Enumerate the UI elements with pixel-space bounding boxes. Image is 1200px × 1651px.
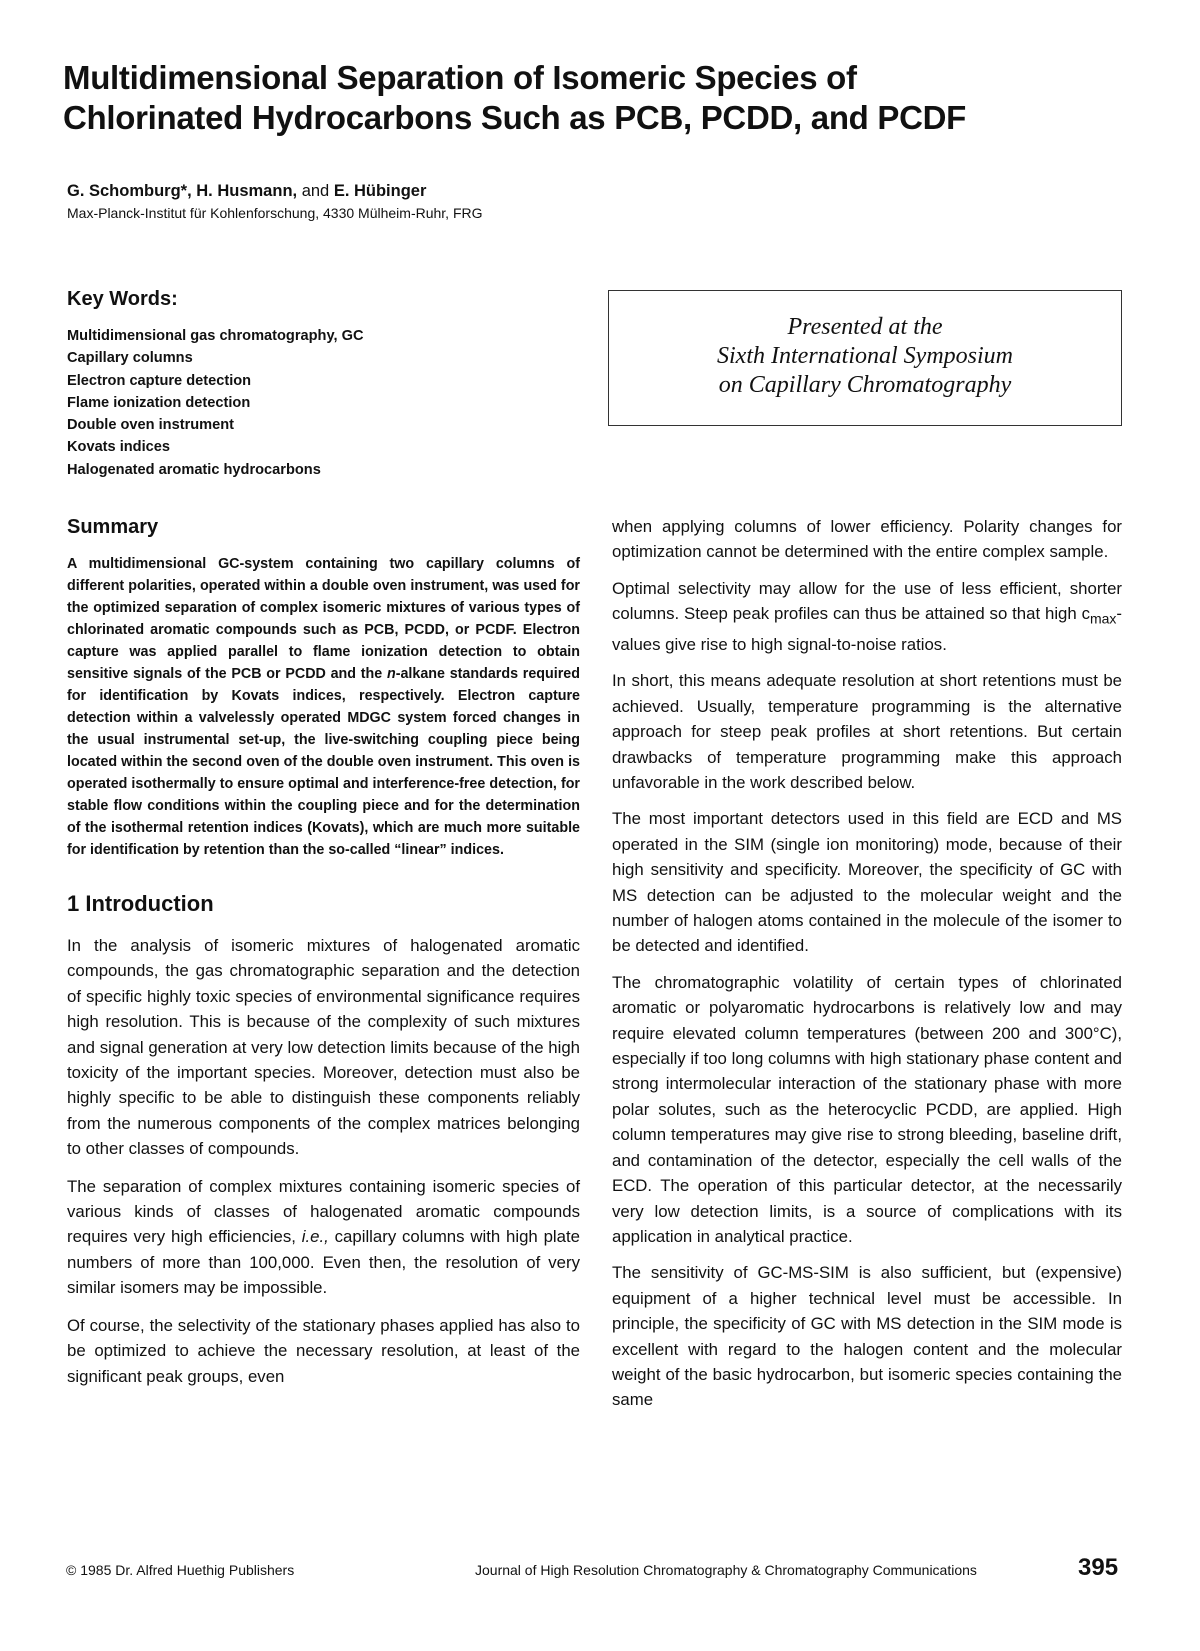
journal-name: Journal of High Resolution Chromatography & Chromatography Communications bbox=[475, 1562, 977, 1578]
right-paragraph-4: The most important detectors used in this field are ECD and MS operated in the SIM (single ion monitoring) mode, because of their high sensitivity and specificity. Moreover, the specificity of GC with MS detection can be adjusted to the molecular weight and the number of halogen atoms contained in the molecule of the isomer to be detected and identified. bbox=[612, 809, 1122, 956]
keywords-heading: Key Words: bbox=[67, 288, 178, 310]
presented-line-2: Sixth International Symposium bbox=[717, 343, 1013, 369]
summary-heading: Summary bbox=[67, 516, 159, 538]
cmax-subscript: max bbox=[1089, 610, 1117, 627]
presented-line-1: Presented at the bbox=[787, 314, 943, 340]
right-paragraph-1: when applying columns of lower efficiency. Polarity changes for optimization cannot be determined with the entire complex sample. bbox=[612, 517, 1122, 562]
presented-line-3: on Capillary Chromatography bbox=[718, 372, 1012, 398]
page-footer bbox=[0, 1554, 1200, 1584]
author-and: and bbox=[297, 182, 334, 200]
author-affiliation: Max-Planck-Institut für Kohlenforschung, 4330 Mülheim-Ruhr, FRG bbox=[67, 205, 483, 221]
intro-paragraph-3: Of course, the selectivity of the stationary phases applied has also to be optimized to achieve the necessary resolution, at least of the significant peak groups, even bbox=[67, 1315, 580, 1386]
keyword-item: Flame ionization detection bbox=[67, 394, 251, 411]
keyword-item: Double oven instrument bbox=[67, 417, 235, 434]
title-line-1: Multidimensional Separation of Isomeric Species of bbox=[63, 59, 857, 96]
author-block bbox=[67, 180, 967, 224]
author-names bbox=[67, 182, 426, 200]
keyword-item: Kovats indices bbox=[67, 439, 171, 456]
intro-p2-part-1: The separation of complex mixtures containing isomeric species of various kinds of classes of halogenated aromatic compounds requires very high efficiencies, bbox=[67, 1176, 580, 1247]
right-paragraph-2 bbox=[612, 576, 1122, 658]
keyword-item: Electron capture detection bbox=[67, 372, 252, 389]
article-title bbox=[63, 58, 1123, 138]
copyright-notice: © 1985 Dr. Alfred Huethig Publishers bbox=[66, 1562, 295, 1578]
right-paragraph-6: The sensitivity of GC-MS-SIM is also sufficient, but (expensive) equipment of a higher technical level must be accessible. In principle, the specificity of GC with MS detection in the SIM mode is excellent with regard to the halogen content and the molecular weight of the basic hydrocarbon, but isomeric species containing the same bbox=[612, 1263, 1122, 1410]
presented-at-box bbox=[608, 290, 1122, 426]
summary-text-part-1: A multidimensional GC-system containing two capillary columns of different polarities, operated within a double oven instrument, was used for the optimized separation of complex isomeric mixtures of various types of chlorinated aromatic compounds such as PCB, PCDD, or PCDF. Electron capture was applied parallel to flame ionization detection to obtain sensitive signals of the PCB or PCDD and the bbox=[67, 556, 580, 682]
right-p2-part-1: Optimal selectivity may allow for the use of less efficient, shorter columns. Steep peak profiles can thus be attained so that high c bbox=[612, 578, 1122, 624]
summary-text-part-2: -alkane standards required for identification by Kovats indices, respectively. Electron capture detection within a valvelessly operated MDGC system forced changes in the usual instrumental set-up, the live-switching coupling piece being located within the second oven of the double oven instrument. This oven is operated isothermally to ensure optimal and interference-free detection, for stable flow conditions within the coupling piece and for the determination of the isothermal retention indices (Kovats), which are much more suitable for identification by retention than the so-called “linear” indices. bbox=[67, 666, 580, 858]
right-column bbox=[612, 514, 1122, 1424]
left-column bbox=[67, 510, 580, 1401]
summary-italic-n: n bbox=[386, 666, 396, 682]
intro-paragraph-2 bbox=[67, 1174, 580, 1301]
keyword-item: Capillary columns bbox=[67, 350, 193, 367]
title-line-2: Chlorinated Hydrocarbons Such as PCB, PCDD, and PCDF bbox=[63, 99, 967, 136]
intro-p2-italic: i.e., bbox=[301, 1227, 329, 1247]
author-names-last: E. Hübinger bbox=[333, 182, 427, 200]
intro-paragraph-1: In the analysis of isomeric mixtures of halogenated aromatic compounds, the gas chromatographic separation and the detection of specific highly toxic species of environmental significance requires high resolution. This is because of the complexity of such mixtures and signal generation at very low detection limits because of the high toxicity of the important species. Moreover, detection must also be highly specific to be able to distinguish these components reliably from the numerous components of the complex matrices belonging to other classes of compounds. bbox=[67, 936, 580, 1159]
right-p2-part-2: -values give rise to high signal-to-noise ratios. bbox=[612, 604, 1122, 654]
author-names-first: G. Schomburg*, H. Husmann, bbox=[67, 182, 298, 200]
intro-p2-part-2: capillary columns with high plate numbers of more than 100,000. Even then, the resolution of very similar isomers may be impossible. bbox=[67, 1227, 580, 1298]
introduction-heading: 1 Introduction bbox=[67, 891, 214, 916]
right-paragraph-3: In short, this means adequate resolution at short retentions must be achieved. Usually, temperature programming is the alternative approach for steep peak profiles at short retentions. But certain drawbacks of temperature programming make this approach unfavorable in the work described below. bbox=[612, 671, 1122, 793]
page-number: 395 bbox=[1078, 1554, 1119, 1581]
right-paragraph-5: The chromatographic volatility of certain types of chlorinated aromatic or polyaromatic hydrocarbons is relatively low and may require elevated column temperatures (between 200 and 300°C), especially if too long columns with high stationary phase content and strong intermolecular interaction of the stationary phase with more polar solutes, such as the heterocyclic PCDD, are applied. High column temperatures may give rise to strong bleeding, baseline drift, and contamination of the detector, especially the cell walls of the ECD. The operation of this particular detector, at the necessarily very low detection limits, is a source of complications with its application in analytical practice. bbox=[612, 972, 1122, 1246]
summary-text bbox=[67, 553, 580, 861]
keywords-list bbox=[67, 325, 567, 481]
keyword-item: Halogenated aromatic hydrocarbons bbox=[67, 461, 321, 478]
keyword-item: Multidimensional gas chromatography, GC bbox=[67, 328, 364, 344]
